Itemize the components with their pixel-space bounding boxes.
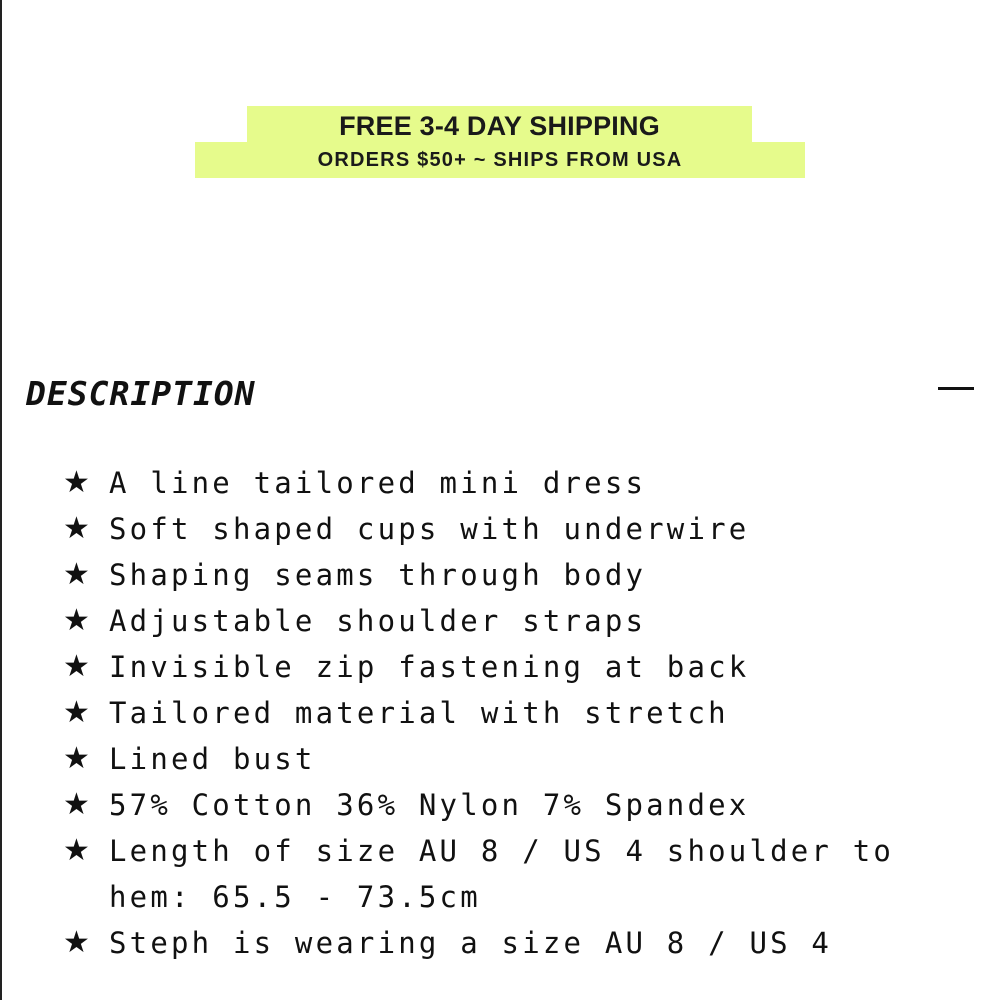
star-icon: ★ — [63, 649, 90, 684]
star-icon: ★ — [63, 603, 90, 638]
star-icon: ★ — [63, 787, 90, 822]
shipping-banner-headline: FREE 3-4 DAY SHIPPING — [339, 110, 660, 141]
list-item-text: Steph is wearing a size AU 8 / US 4 — [109, 926, 833, 960]
shipping-banner-subline-strip — [195, 142, 805, 178]
list-item — [60, 598, 960, 644]
left-border-line — [0, 0, 2, 1000]
star-icon: ★ — [63, 833, 90, 868]
list-item — [60, 460, 960, 506]
list-item — [60, 828, 960, 920]
list-item — [60, 736, 960, 782]
shipping-banner-subline: ORDERS $50+ ~ SHIPS FROM USA — [317, 148, 683, 171]
list-item-text: Adjustable shoulder straps — [109, 604, 647, 638]
star-icon: ★ — [63, 925, 90, 960]
list-item — [60, 782, 960, 828]
description-feature-list — [60, 460, 960, 966]
list-item-text: 57% Cotton 36% Nylon 7% Spandex — [109, 788, 750, 822]
list-item — [60, 506, 960, 552]
star-icon: ★ — [63, 465, 90, 500]
star-icon: ★ — [63, 557, 90, 592]
description-accordion-header[interactable] — [26, 370, 976, 420]
shipping-banner — [195, 106, 805, 178]
star-icon: ★ — [63, 695, 90, 730]
list-item — [60, 920, 960, 966]
description-title: DESCRIPTION — [26, 374, 256, 413]
list-item-text: Length of size AU 8 / US 4 shoulder to hem: 65.5 - 73.5cm — [109, 834, 895, 914]
list-item-text: Invisible zip fastening at back — [109, 650, 750, 684]
star-icon: ★ — [63, 741, 90, 776]
list-item — [60, 644, 960, 690]
minus-icon — [938, 387, 974, 390]
list-item — [60, 690, 960, 736]
list-item-text: Lined bust — [109, 742, 316, 776]
collapse-toggle-button[interactable] — [932, 370, 976, 410]
list-item-text: Tailored material with stretch — [109, 696, 729, 730]
list-item-text: A line tailored mini dress — [109, 466, 647, 500]
list-item — [60, 552, 960, 598]
shipping-banner-headline-strip — [247, 106, 752, 146]
star-icon: ★ — [63, 511, 90, 546]
list-item-text: Shaping seams through body — [109, 558, 647, 592]
list-item-text: Soft shaped cups with underwire — [109, 512, 750, 546]
